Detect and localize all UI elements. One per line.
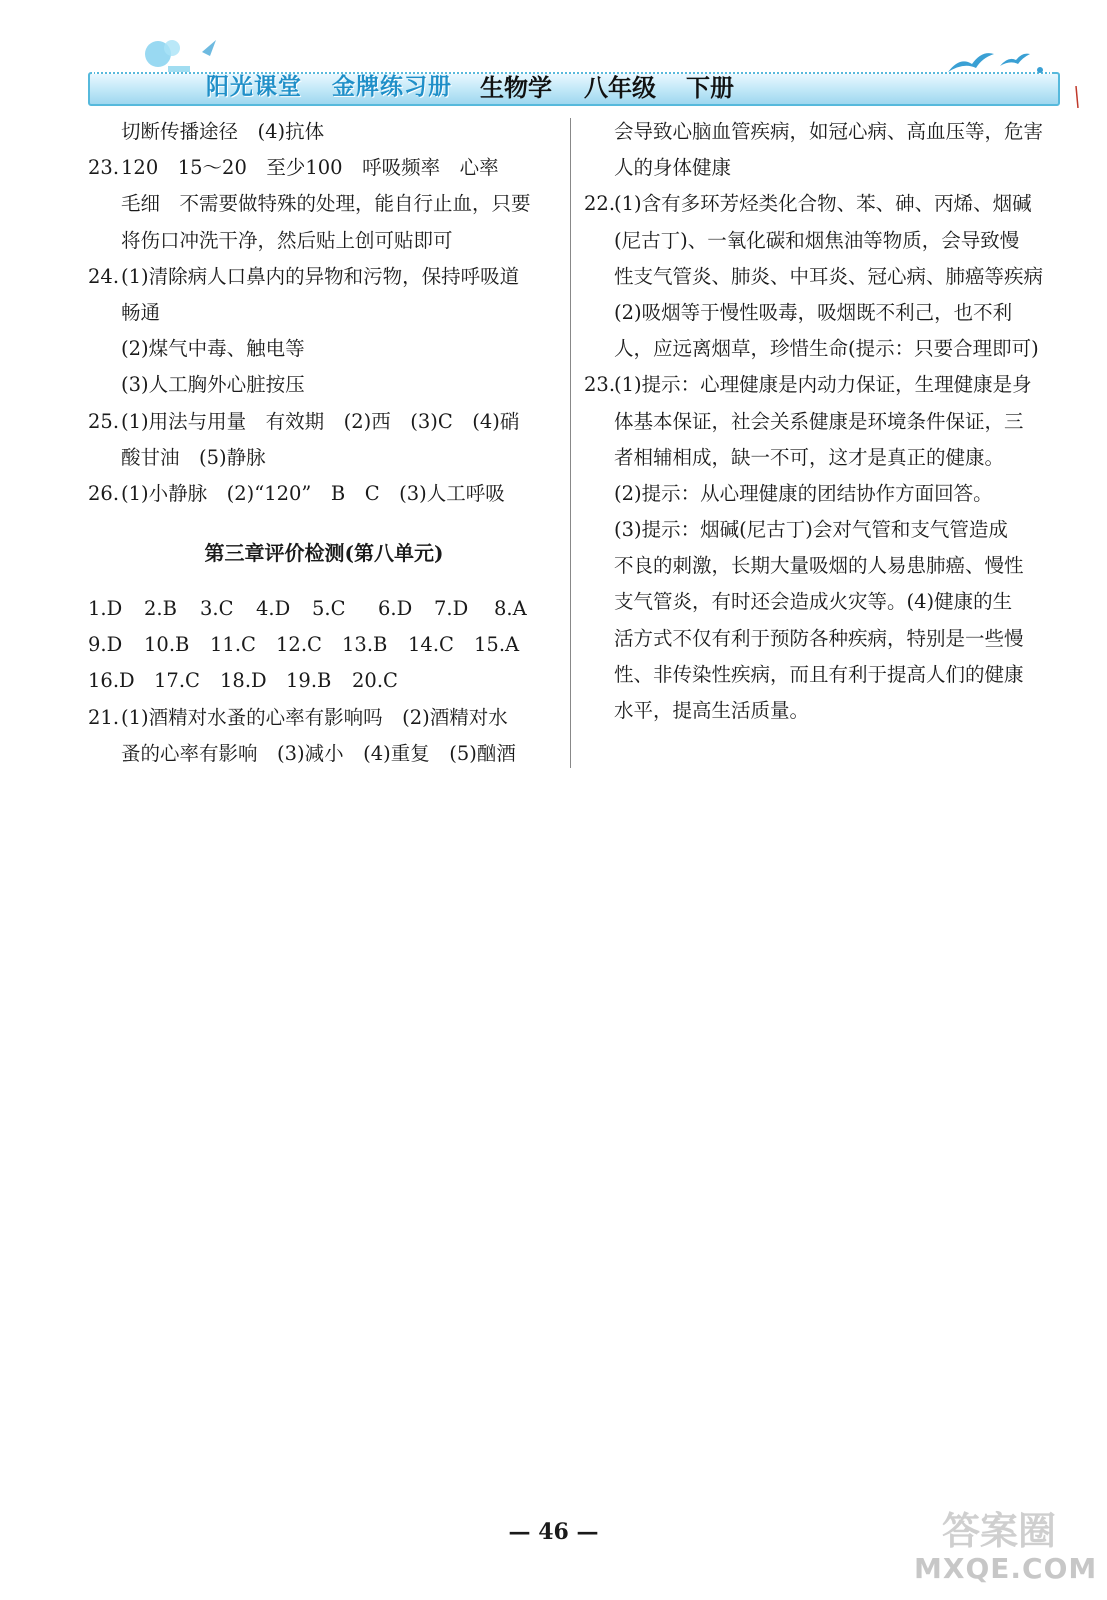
mc-answer: 12.C	[276, 633, 322, 657]
grade-label: 八年级	[584, 73, 656, 102]
watermark-logo-text: 答案圈	[941, 1509, 1056, 1553]
birds-icon	[942, 44, 1052, 78]
volume-label: 下册	[686, 73, 734, 102]
mc-answer: 2.B	[144, 597, 177, 621]
answer-line: (2)提示：从心理健康的团结协作方面回答。	[614, 481, 993, 505]
answer-line: 性、非传染性疾病，而且有利于提高人们的健康	[614, 662, 1024, 686]
answer-line: 性支气管炎、肺炎、中耳炎、冠心病、肺癌等疾病	[614, 264, 1044, 288]
answer-line: 毛细 不需要做特殊的处理，能自行止血，只要	[121, 192, 531, 216]
mc-answer: 13.B	[342, 633, 388, 657]
answer-line: 蚤的心率有影响 (3)减小 (4)重复 (5)酗酒	[121, 741, 516, 765]
answer-line: 不良的刺激，长期大量吸烟的人易患肺癌、慢性	[614, 554, 1024, 578]
mc-answer: 15.A	[474, 633, 520, 657]
answer-line: 水平，提高生活质量。	[614, 699, 810, 722]
section-title: 第三章评价检测(第八单元)	[204, 541, 444, 566]
mc-answer: 17.C	[154, 669, 200, 693]
answer-line: 切断传播途径 (4)抗体	[121, 120, 325, 143]
mc-answer: 14.C	[408, 633, 454, 657]
answer-line: 将伤口冲洗干净，然后贴上创可贴即可	[121, 228, 453, 252]
answer-line: 26. (1)小静脉 (2)“120” B C (3)人工呼吸	[88, 481, 505, 505]
mc-answer: 10.B	[144, 633, 190, 657]
mc-answer: 1.D	[88, 597, 123, 621]
watermark	[914, 1500, 1098, 1590]
mc-answer: 20.C	[352, 669, 398, 693]
mc-answer: 8.A	[494, 597, 527, 621]
mc-answer: 7.D	[434, 597, 469, 621]
answer-line: (3)人工胸外心脏按压	[121, 373, 305, 397]
answer-line: 支气管炎，有时还会造成火灾等。(4)健康的生	[614, 590, 1013, 614]
page-number: — 46 —	[508, 1519, 599, 1545]
answer-line: 者相辅相成，缺一不可，这才是真正的健康。	[614, 445, 1005, 469]
answer-line: 22. (1)含有多环芳烃类化合物、苯、砷、丙烯、烟碱	[584, 192, 1032, 216]
margin-mark-icon	[1075, 86, 1079, 108]
mc-answer: 19.B	[286, 669, 332, 693]
answer-line: 活方式不仅有利于预防各种疾病，特别是一些慢	[614, 626, 1024, 650]
right-column	[584, 114, 1058, 729]
mc-answer: 6.D	[378, 597, 413, 621]
mc-answer: 3.C	[200, 597, 234, 621]
answer-line: 会导致心脑血管疾病，如冠心病、高血压等，危害	[614, 120, 1044, 143]
mc-answer: 4.D	[256, 597, 291, 621]
answer-line: 23. (1)提示：心理健康是内动力保证，生理健康是身	[584, 373, 1032, 397]
answer-line: 23. 120 15～20 至少100 呼吸频率 心率	[88, 156, 499, 180]
answer-line: 体基本保证，社会关系健康是环境条件保证，三	[614, 409, 1024, 433]
subject-label: 生物学	[480, 73, 552, 102]
mc-answer: 18.D	[220, 669, 267, 693]
mc-answer: 11.C	[210, 633, 256, 657]
answer-line: (2)煤气中毒、触电等	[121, 337, 305, 361]
answer-line: 人的身体健康	[614, 156, 732, 180]
answer-line: 人，应远离烟草，珍惜生命(提示：只要合理即可)	[614, 337, 1039, 361]
mc-answer-row	[88, 591, 560, 627]
series-subtitle: 金牌练习册	[332, 73, 452, 100]
answer-line: 24. (1)清除病人口鼻内的异物和污物，保持呼吸道	[88, 264, 520, 288]
answer-line: 21. (1)酒精对水蚤的心率有影响吗 (2)酒精对水	[88, 705, 508, 729]
mc-answer: 5.C	[312, 597, 346, 621]
answer-line: (2)吸烟等于慢性吸毒，吸烟既不利己，也不利	[614, 300, 1013, 324]
left-column	[88, 114, 560, 772]
answer-line: (3)提示：烟碱(尼古丁)会对气管和支气管造成	[614, 518, 1008, 542]
mc-answer-row	[88, 627, 560, 663]
answer-line: 酸甘油 (5)静脉	[121, 445, 266, 469]
watermark-url: MXQE.COM	[914, 1552, 1098, 1585]
mc-answer: 9.D	[88, 633, 123, 657]
series-title: 阳光课堂	[206, 73, 302, 100]
answer-line: (尼古丁)、一氧化碳和烟焦油等物质，会导致慢	[614, 228, 1020, 252]
mc-answer: 16.D	[88, 669, 135, 693]
column-divider	[570, 118, 571, 768]
answer-line: 畅通	[121, 300, 161, 324]
mc-answer-row	[88, 663, 560, 699]
answer-line: 25. (1)用法与用量 有效期 (2)西 (3)C (4)硝	[88, 409, 520, 433]
page-header	[88, 28, 1068, 108]
